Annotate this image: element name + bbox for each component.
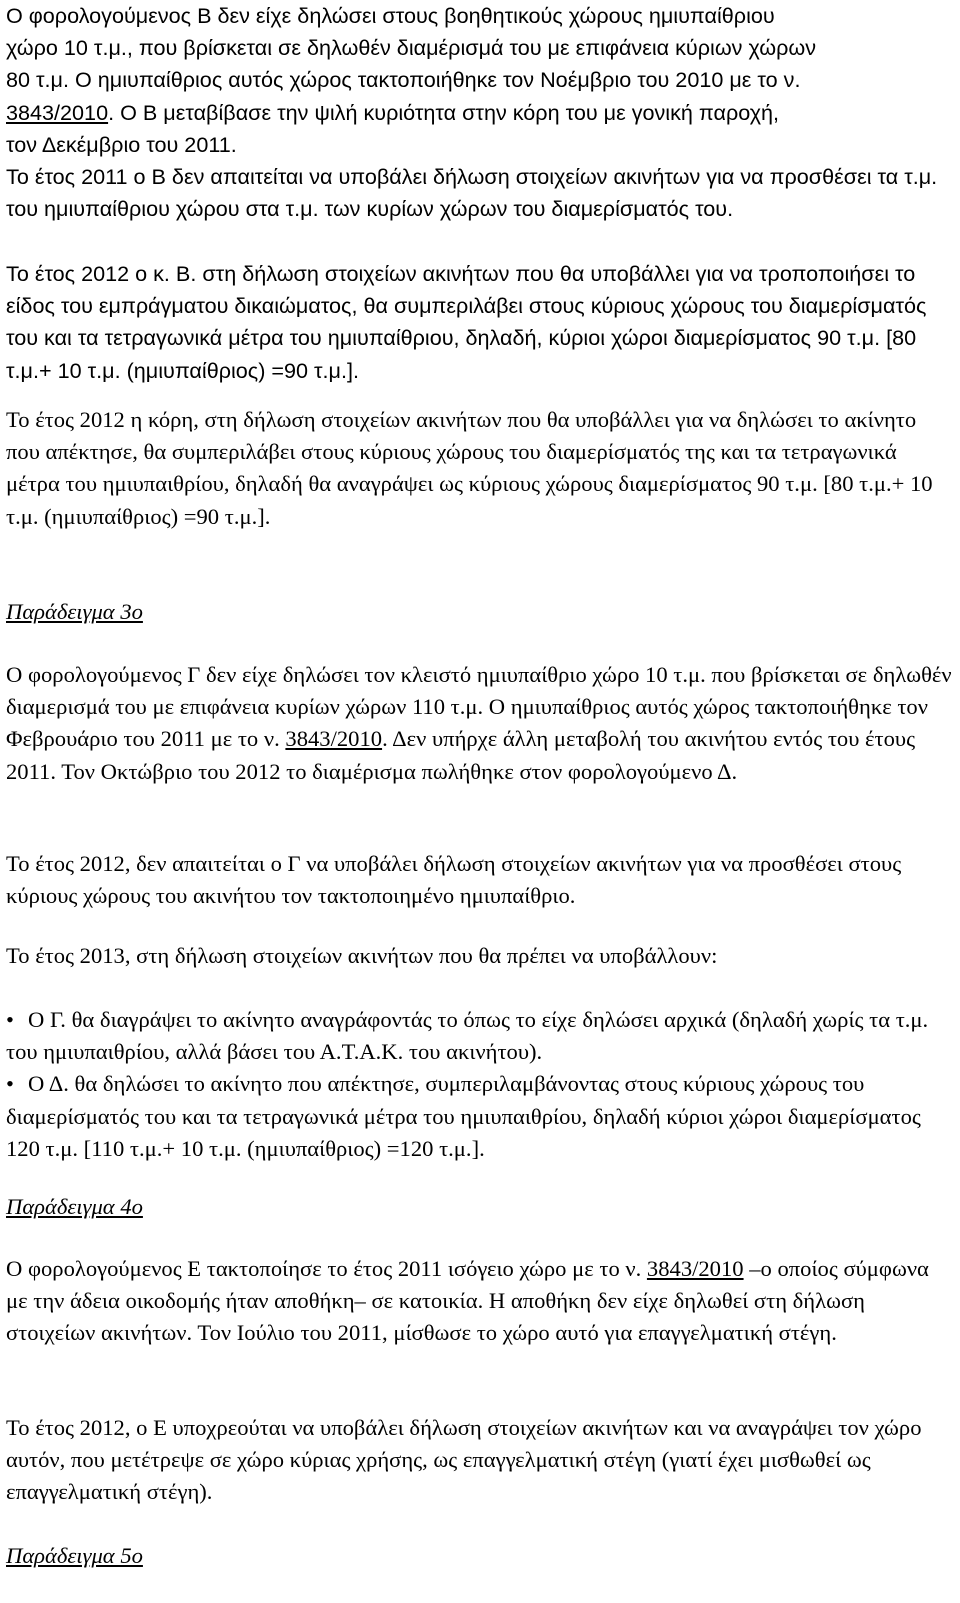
list-item xyxy=(6,1004,954,1068)
text-line: τον Δεκέμβριο του 2011. xyxy=(6,131,237,157)
example-4-heading: Παράδειγμα 4ο xyxy=(6,1194,143,1219)
intro-paragraph-b xyxy=(6,0,954,161)
bullet-icon: • xyxy=(6,1007,14,1032)
example-4-intro xyxy=(6,1253,954,1350)
text-span: Ο φορολογούμενος Γ δεν είχε δηλώσει τον κλειστό ημιυπαίθριο χώρο 10 τ.μ. που βρίσκεται σε δηλωθέν διαμερισμά του με επιφάνεια κυρίων χώρων 110 τ.μ. Ο ημιυπαίθριος αυτός χώρος τακτοποιήθηκε τον Φεβρουάριο του 2011 με το ν. xyxy=(6,662,952,752)
example-3-intro xyxy=(6,659,954,788)
example-3-bullet-list xyxy=(6,1004,954,1165)
text-span: . Δεν υπήρχε άλλη μεταβολή του ακινήτου εντός του έτους 2011. Τον Οκτώβριο του 2012 το διαμέρισμα πωλήθηκε στον φορολογούμενο Δ. xyxy=(6,726,916,784)
list-item xyxy=(6,1068,954,1165)
law-reference: 3843/2010 xyxy=(6,99,109,125)
example-4-paragraph-2012: Το έτος 2012, ο Ε υποχρεούται να υποβάλει δήλωση στοιχείων ακινήτων και να αναγράψει τον χώρο αυτόν, που μετέτρεψε σε χώρο κύριας χρήσης, ως επαγγελματική στέγη (γιατί έχει μισθωθεί ως επαγγελματική στέγη). xyxy=(6,1415,922,1505)
paragraph-2012-daughter: Το έτος 2012 η κόρη, στη δήλωση στοιχείων ακινήτων που θα υποβάλλει για να δηλώσει το ακίνητο που απέκτησε, θα συμπεριλάβει στους κύριους χώρους του διαμερίσματός της και τα τετραγωνικά μέτρα του ημιυπαιθρίου, δηλαδή θα αναγράψει ως κύριους χώρους διαμερίσματος 90 τ.μ. [80 τ.μ.+ 10 τ.μ. (ημιυπαίθριος) =90 τ.μ.]. xyxy=(6,407,933,529)
example-3-paragraph-2013: Το έτος 2013, στη δήλωση στοιχείων ακινήτων που θα πρέπει να υποβάλλουν: xyxy=(6,943,718,968)
text-span: . Ο Β μεταβίβασε την ψιλή κυριότητα στην κόρη του με γονική παροχή, xyxy=(108,99,780,125)
text-line: χώρο 10 τ.μ., που βρίσκεται σε δηλωθέν διαμέρισμά του με επιφάνεια κύριων χώρων xyxy=(6,35,817,61)
paragraph-2012-b: Το έτος 2012 ο κ. Β. στη δήλωση στοιχείων ακινήτων που θα υποβάλλει για να τροποποιήσει το είδος του εμπράγματου δικαιώματος, θα συμπεριλάβει στους κύριους χώρους του διαμερίσματός του και τα τετραγωνικά μέτρα του ημιυπαίθριου, δηλαδή, κύριοι χώροι διαμερίσματος 90 τ.μ. [80 τ.μ.+ 10 τ.μ. (ημιυπαίθριος) =90 τ.μ.]. xyxy=(6,261,927,383)
text-line xyxy=(6,97,954,129)
example-5-heading: Παράδειγμα 5ο xyxy=(6,1543,143,1568)
paragraph-2011-b: Το έτος 2011 ο Β δεν απαιτείται να υποβάλει δήλωση στοιχείων ακινήτων για να προσθέσει τα τ.μ. του ημιυπαίθριου χώρου στα τ.μ. των κυρίων χώρων του διαμερίσματός του. xyxy=(6,164,938,222)
list-item-text: Ο Γ. θα διαγράψει το ακίνητο αναγράφοντάς το όπως το είχε δηλώσει αρχικά (δηλαδή χωρίς τα τ.μ. του ημιυπαιθρίου, αλλά βάσει του Α.Τ.Α.Κ. του ακινήτου). xyxy=(6,1007,929,1065)
law-reference: 3843/2010 xyxy=(646,1256,744,1281)
text-span: Ο φορολογούμενος Ε τακτοποίησε το έτος 2011 ισόγειο χώρο με το ν. xyxy=(6,1256,642,1281)
bullet-icon: • xyxy=(6,1071,14,1097)
text-span: –ο οποίος σύμφωνα με την άδεια οικοδομής ήταν αποθήκη– σε κατοικία. Η αποθήκη δεν είχε δηλωθεί στη δήλωση στοιχείων ακινήτων. Τον Ιούλιο του 2011, μίσθωσε το χώρο αυτό για επαγγελματική στέγη. xyxy=(6,1256,929,1346)
example-3-paragraph-2012: Το έτος 2012, δεν απαιτείται ο Γ να υποβάλει δήλωση στοιχείων ακινήτων για να προσθέσει στους κύριους χώρους του ακινήτου τον τακτοποιημένο ημιυπαίθριο. xyxy=(6,851,902,909)
law-reference: 3843/2010 xyxy=(285,726,383,752)
text-line: 80 τ.μ. Ο ημιυπαίθριος αυτός χώρος τακτοποιήθηκε τον Νοέμβριο του 2010 με το ν. xyxy=(6,67,801,93)
example-3-heading: Παράδειγμα 3ο xyxy=(6,599,143,624)
text-line: Ο φορολογούμενος Β δεν είχε δηλώσει στους βοηθητικούς χώρους ημιυπαίθριου xyxy=(6,3,775,28)
list-item-text: Ο Δ. θα δηλώσει το ακίνητο που απέκτησε, συμπεριλαμβάνοντας στους κύριους χώρους του διαμερίσματός του και τα τετραγωνικά μέτρα του ημιυπαιθρίου, δηλαδή κύριοι χώροι διαμερίσματος 120 τ.μ. [110 τ.μ.+ 10 τ.μ. (ημιυπαίθριος) =120 τ.μ.]. xyxy=(6,1071,921,1161)
